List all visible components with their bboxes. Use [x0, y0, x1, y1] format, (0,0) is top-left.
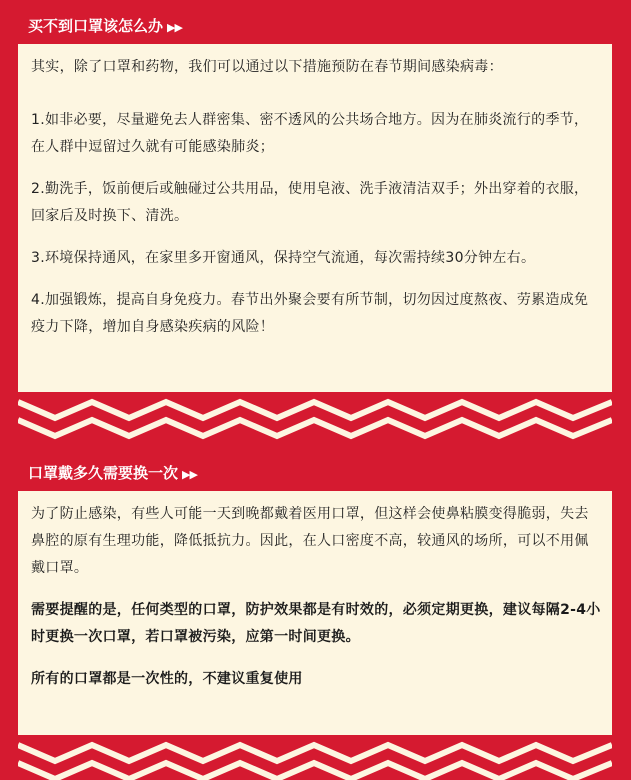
tip-paragraph: 4.加强锻炼，提高自身免疫力。春节出外聚会要有所节制，切勿因过度熬夜、劳累造成免疫力下降，增加自身感染疾病的风险！ — [31, 292, 589, 335]
tip-paragraph: 3.环境保持通风，在家里多开窗通风，保持空气流通，每次需持续30分钟左右。 — [31, 250, 536, 266]
bold-paragraph: 需要提醒的是，任何类型的口罩，防护效果都是有时效的，必须定期更换，建议每隔2-4小时更换一次口罩，若口罩被污染，应第一时间更换。 — [31, 602, 601, 645]
heading-text: 口罩戴多久需要换一次 — [28, 464, 179, 482]
tip-paragraph: 2.勤洗手，饭前便后或触碰过公共用品，使用皂液、洗手液清洁双手；外出穿着的衣服，回家后及时换下、清洗。 — [31, 181, 589, 224]
section-content — [18, 491, 612, 693]
heading-text: 买不到口罩该怎么办 — [28, 17, 164, 35]
section-no-mask — [18, 8, 612, 444]
info-paragraph: 为了防止感染，有些人可能一天到晚都戴着医用口罩，但这样会使鼻粘膜变得脆弱，失去鼻腔的原有生理功能，降低抵抗力。因此，在人口密度不高，较通风的场所，可以不用佩戴口罩。 — [31, 506, 589, 576]
section-heading — [18, 8, 612, 44]
play-arrows-icon: ▶▶ — [167, 21, 182, 34]
section-content — [18, 44, 612, 341]
section-heading — [18, 455, 612, 491]
chevron-divider — [18, 735, 612, 780]
section-mask-replacement — [18, 455, 612, 780]
chevron-divider — [18, 392, 612, 444]
play-arrows-icon: ▶▶ — [182, 468, 197, 481]
bold-paragraph: 所有的口罩都是一次性的，不建议重复使用 — [31, 671, 303, 687]
tip-paragraph: 1.如非必要，尽量避免去人群密集、密不透风的公共场合地方。因为在肺炎流行的季节，在人群中逗留过久就有可能感染肺炎； — [31, 112, 589, 155]
intro-paragraph: 其实，除了口罩和药物，我们可以通过以下措施预防在春节期间感染病毒： — [31, 59, 503, 75]
